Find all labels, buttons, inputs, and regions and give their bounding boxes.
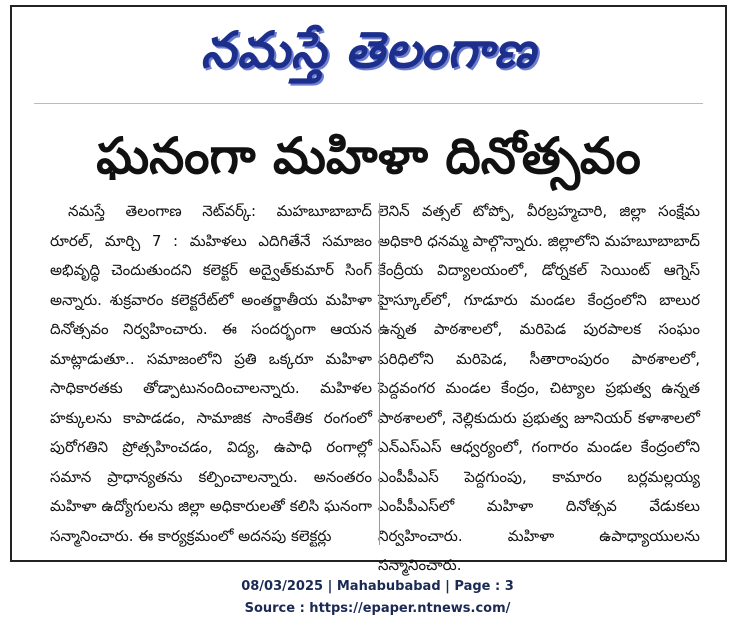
- newspaper-clipping: [10, 5, 727, 574]
- article-body: [50, 197, 700, 581]
- article-column-left: [50, 197, 372, 581]
- source-link[interactable]: Source : https://epaper.ntnews.com/: [244, 601, 511, 616]
- source-footer: [0, 576, 755, 620]
- article-headline: ఘనంగా మహిళా దినోత్సవం: [96, 127, 641, 185]
- column-divider: [379, 203, 380, 545]
- article-text-right: లెనిన్‌ వత్సల్‌ టోప్పో, వీరబ్రహ్మచారి, జిల్లా సంక్షేమ అధికారి ధనమ్మ పాల్గొన్నారు. జిల్లాలోని మహబూబాబాద్‌ కేంద్రీయ విద్యాలయంలో, డోర్నకల్‌ సెయింట్‌ ఆగ్నెస్‌ హైస్కూల్‌లో, గూడూరు మండల కేంద్రంలోని బాలుర ఉన్నత పాఠశాలలో, మరిపెడ పురపాలక సంఘం పరిధిలోని మరిపెడ, సీతారాంపురం పాఠశాలలో, పెద్దవంగర మండల కేంద్రం, చిట్యాల ప్రభుత్వ ఉన్నత పాఠశాలలో, నెల్లికుదురు ప్రభుత్వ జూనియర్‌ కళాశాలలో ఎన్‌ఎస్‌ఎస్‌ ఆధ్వర్యంలో, గంగారం మండల కేంద్రంలోని ఎంపీపీఎస్‌ పెద్దగుంపు, కామారం బర్లమల్లయ్య ఎంపీపీఎస్‌లో మహిళా దినోత్సవ వేడుకలు నిర్వహించారు. మహిళా ఉపాధ్యాయులను సన్మానించారు.: [378, 202, 700, 574]
- newspaper-logo: నమస్తే తెలంగాణ: [200, 20, 537, 79]
- article-text-left: నమస్తే తెలంగాణ నెట్‌వర్క్‌: మహబూబాబాద్‌ రూరల్‌, మార్చి 7 : మహిళలు ఎదిగితేనే సమాజం అభివృద్ధి చెందుతుందని కలెక్టర్‌ అద్వైత్‌కుమార్‌ సింగ్‌ అన్నారు. శుక్రవారం కలెక్టరేట్‌లో అంతర్జాతీయ మహిళా దినోత్సవం నిర్వహించారు. ఈ సందర్భంగా ఆయన మాట్లాడుతూ.. సమాజంలోని ప్రతి ఒక్కరూ మహిళా సాధికారతకు తోడ్పాటునందించాలన్నారు. మహిళల హక్కులను కాపాడడం, సామాజిక సాంకేతిక రంగంలో పురోగతిని ప్రోత్సహించడం, విద్య, ఉపాధి రంగాల్లో సమాన ప్రాధాన్యతను కల్పించాలన్నారు. అనంతరం మహిళా ఉద్యోగులను జిల్లా అధికారులతో కలిసి ఘనంగా సన్మానించారు. ఈ కార్యక్రమంలో అదనపు కలెక్టర్లు: [50, 202, 372, 545]
- edition-info: 08/03/2025 | Mahabubabad | Page : 3: [241, 579, 514, 594]
- masthead-divider: [34, 103, 703, 104]
- masthead: [12, 15, 725, 89]
- article-column-right: [378, 197, 700, 581]
